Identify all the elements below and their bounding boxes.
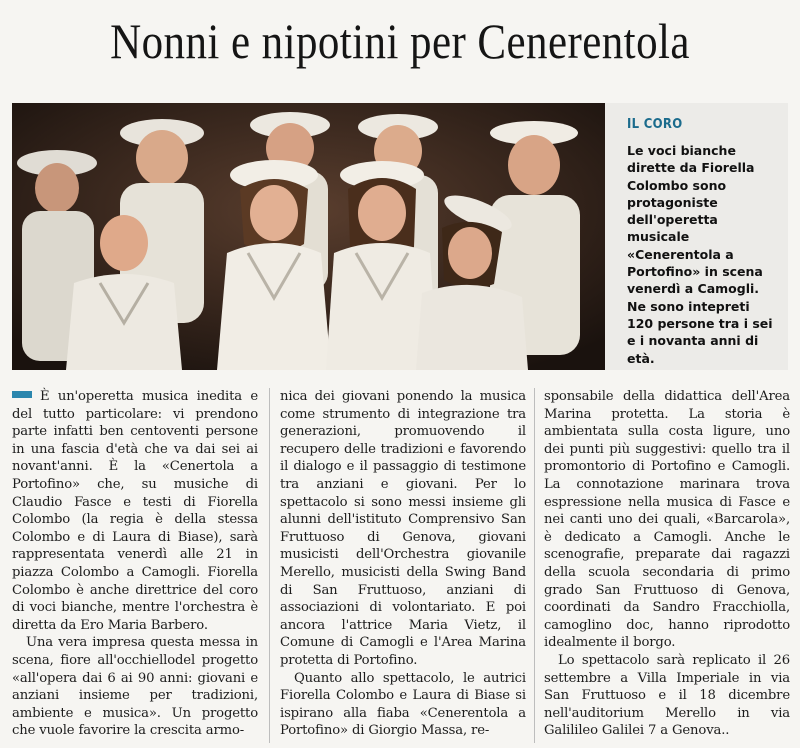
column-divider (534, 388, 535, 743)
article-paragraph: Lo spettacolo sarà replicato il 26 settembre a Villa Imperiale in via San Fruttuoso e il 18 dicembre nell'auditorium Merello in via Galilileo Galilei 7 a Genova.. (544, 652, 790, 739)
article-column-3 (544, 388, 790, 740)
caption-text: Le voci bianche dirette da Fiorella Colombo sono protagoniste dell'operetta musicale «Cenerentola a Portofino» in scena venerdì a Camogli. Ne sono intepreti 120 persone tra i sei e i novanta anni di età. (627, 143, 773, 366)
choir-photo (12, 103, 605, 370)
article-paragraph: Quanto allo spettacolo, le autrici Fiorella Colombo e Laura di Biase si ispirano alla fiaba «Cenerentola a Portofino» di Giorgio Massa, re- (280, 670, 526, 739)
article-column-2 (280, 388, 526, 740)
paragraph-text: È un'operetta musica inedita e del tutto particolare: vi prendono parte infatti ben centoventi persone in una fascia d'età che va dai sei ai novant'anni. È la «Cenertola a Portofino» che, su musiche di Claudio Fasce e testi di Fiorella Colombo (la regia è della stessa Colombo e di Laura di Biase), sarà rappresentata venerdì alle 21 in piazza Colombo a Camogli. Fiorella Colombo è anche direttrice del coro di voci bianche, mentre l'orchestra è diretta da Ero Maria Barbero. (12, 389, 258, 633)
article-column-1 (12, 388, 258, 740)
article-paragraph: sponsabile della didattica dell'Area Marina protetta. La storia è ambientata sulla costa ligure, uno dei punti più suggestivi: quello tra il promontorio di Portofino e Camogli. La connotazione marinara trova espressione nella musica di Fasce e nei canti uno dei quali, «Barcarola», è dedicato a Camogli. Anche le scenografie, preparate dai ragazzi della scuola secondaria di primo grado San Fruttuoso di Genova, coordinati da Sandro Fracchiolla, camoglino doc, hanno riprodotto idealmente il borgo. (544, 389, 790, 651)
photo-section (12, 103, 788, 370)
article-body (12, 388, 788, 743)
section-marker (12, 391, 32, 398)
column-divider (269, 388, 270, 743)
headline: Nonni e nipotini per Cenerentola (110, 13, 690, 69)
article-paragraph (12, 388, 258, 634)
article-paragraph: Una vera impresa questa messa in scena, fiore all'occhiellodel progetto «all'opera dai 6 ai 90 anni: giovani e anziani insieme per tradizioni, ambiente e musica». Un progetto che vuole favorire la crescita armo- (12, 635, 258, 739)
article-paragraph: nica dei giovani ponendo la musica come strumento di integrazione tra generazioni, promuovendo il recupero delle tradizioni e favorendo il dialogo e il passaggio di testimone tra anziani e giovani. Per lo spettacolo si sono messi insieme gli alunni dell'istituto Comprensivo San Fruttuoso di Genova, giovani musicisti dell'Orchestra giovanile Merello, musicisti della Swing Band di San Fruttuoso, anziani di associazioni di volontariato. E poi ancora l'attrice Maria Vietz, il Comune di Camogli e l'Area Marina protetta di Portofino. (280, 389, 526, 668)
photo-caption (605, 103, 788, 370)
children-choir-illustration (12, 103, 605, 370)
caption-title: IL CORO (627, 117, 683, 132)
